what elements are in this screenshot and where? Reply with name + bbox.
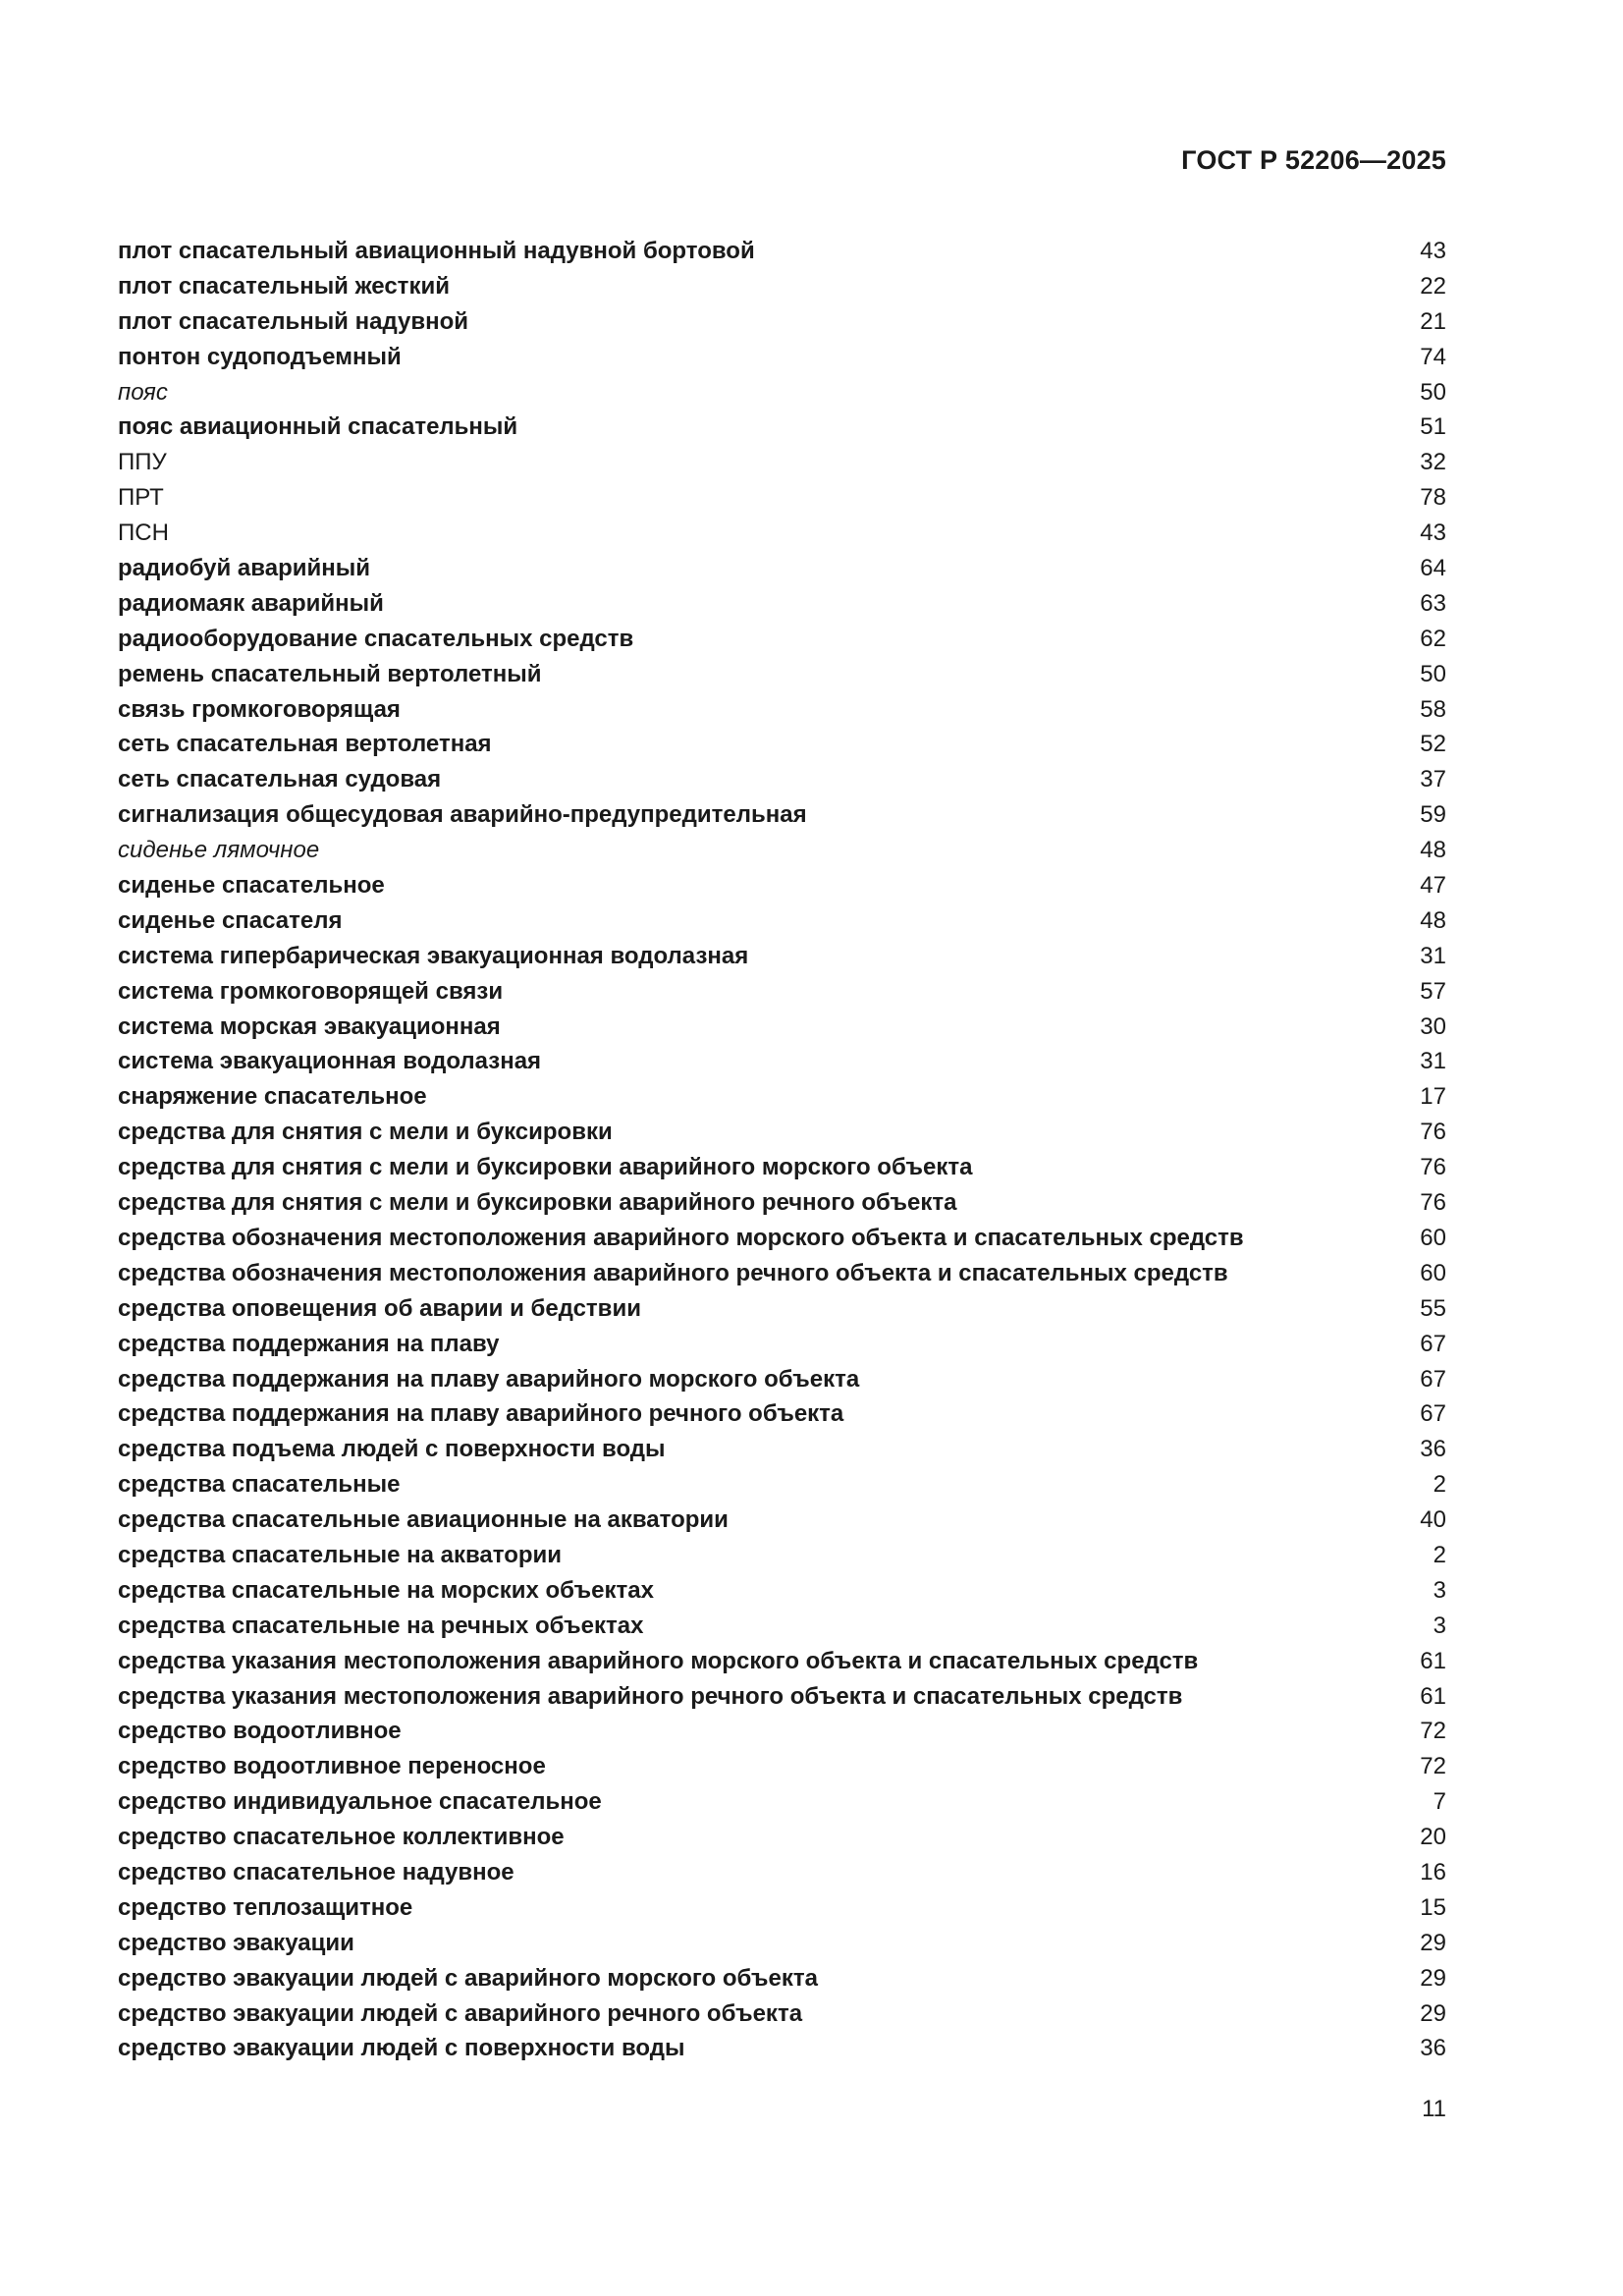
index-page-ref: 3 [1433, 1612, 1446, 1639]
index-page-ref: 74 [1420, 343, 1446, 370]
index-page-ref: 29 [1420, 1964, 1446, 1992]
index-entry [118, 939, 1446, 974]
index-term: средства обозначения местоположения аварийного речного объекта и спасательных средств [118, 1259, 1228, 1286]
index-term: средства спасательные [118, 1471, 401, 1499]
index-entry [118, 1996, 1446, 2032]
index-entry [118, 1644, 1446, 1679]
index-page-ref: 67 [1420, 1365, 1446, 1393]
index-term: система морская эвакуационная [118, 1012, 501, 1040]
index-page-ref: 40 [1420, 1506, 1446, 1534]
index-term: средства спасательные авиационные на акватории [118, 1506, 729, 1534]
index-term: ППУ [118, 449, 167, 476]
index-term: ремень спасательный вертолетный [118, 660, 542, 687]
index-entry [118, 1044, 1446, 1079]
index-term: средства для снятия с мели и буксировки аварийного речного объекта [118, 1189, 957, 1217]
index-term: радиомаяк аварийный [118, 589, 384, 617]
index-entry [118, 1926, 1446, 1961]
index-entry [118, 1714, 1446, 1749]
index-entry [118, 586, 1446, 622]
index-term: сиденье спасателя [118, 906, 343, 934]
index-term: средство эвакуации [118, 1929, 354, 1956]
index-page-ref: 61 [1420, 1647, 1446, 1674]
index-term: средства для снятия с мели и буксировки [118, 1119, 613, 1146]
index-term: сиденье спасательное [118, 872, 385, 900]
index-term: средства для снятия с мели и буксировки аварийного морского объекта [118, 1154, 973, 1181]
index-term: средства указания местоположения аварийного речного объекта и спасательных средств [118, 1682, 1183, 1710]
index-page-ref: 60 [1420, 1224, 1446, 1251]
index-page-ref: 78 [1420, 484, 1446, 512]
index-page-ref: 67 [1420, 1330, 1446, 1357]
index-page-ref: 59 [1420, 801, 1446, 829]
index-page-ref: 76 [1420, 1189, 1446, 1217]
index-term: средства спасательные на речных объектах [118, 1612, 644, 1639]
index-term: средство водоотливное [118, 1718, 402, 1745]
index-page-ref: 47 [1420, 872, 1446, 900]
index-term: сигнализация общесудовая аварийно-предупредительная [118, 801, 807, 829]
index-page-ref: 20 [1420, 1824, 1446, 1851]
index-entry [118, 1010, 1446, 1045]
index-entry [118, 1221, 1446, 1256]
index-entry [118, 1503, 1446, 1538]
index-term: средство теплозащитное [118, 1893, 413, 1921]
index-term: радиобуй аварийный [118, 555, 370, 582]
index-page-ref: 48 [1420, 906, 1446, 934]
index-page-ref: 36 [1420, 1436, 1446, 1463]
document-header: ГОСТ Р 52206—2025 [1181, 145, 1446, 175]
index-page-ref: 52 [1420, 731, 1446, 758]
index-term: средство спасательное коллективное [118, 1824, 565, 1851]
index-entry [118, 410, 1446, 445]
index-page-ref: 29 [1420, 1999, 1446, 2027]
index-page-ref: 62 [1420, 625, 1446, 652]
index-entry [118, 1396, 1446, 1432]
index-page-ref: 7 [1433, 1788, 1446, 1816]
index-entry [118, 1855, 1446, 1890]
index-entry [118, 516, 1446, 551]
index-page-ref: 72 [1420, 1753, 1446, 1780]
index-page-ref: 17 [1420, 1083, 1446, 1111]
index-entry [118, 833, 1446, 868]
index-entry [118, 1784, 1446, 1820]
index-term: средство водоотливное переносное [118, 1753, 546, 1780]
index-term: средство спасательное надувное [118, 1858, 514, 1886]
index-term: средства спасательные на акватории [118, 1541, 563, 1568]
index-page-ref: 2 [1433, 1541, 1446, 1568]
index-entry [118, 1961, 1446, 1996]
index-entry [118, 657, 1446, 692]
index-page-ref: 60 [1420, 1259, 1446, 1286]
index-entry [118, 974, 1446, 1010]
index-entry [118, 1609, 1446, 1644]
index-term: средства поддержания на плаву аварийного речного объекта [118, 1400, 844, 1428]
index-page-ref: 64 [1420, 555, 1446, 582]
index-entry [118, 692, 1446, 728]
index-term: сеть спасательная судовая [118, 766, 442, 793]
index-entry [118, 1432, 1446, 1467]
index-term: пояс [118, 378, 168, 406]
index-term: средства обозначения местоположения аварийного морского объекта и спасательных средств [118, 1224, 1244, 1251]
index-page-ref: 58 [1420, 695, 1446, 723]
index-term: связь громкоговорящая [118, 695, 401, 723]
index-page-ref: 76 [1420, 1119, 1446, 1146]
index-page-ref: 21 [1420, 307, 1446, 335]
index-term: пояс авиационный спасательный [118, 413, 518, 441]
index-page-ref: 51 [1420, 413, 1446, 441]
index-entry [118, 304, 1446, 340]
index-page-ref: 48 [1420, 837, 1446, 864]
index-entry [118, 1150, 1446, 1185]
index-term: средство эвакуации людей с поверхности воды [118, 2035, 685, 2062]
index-term: средства спасательные на морских объектах [118, 1576, 654, 1604]
alphabetical-index [118, 234, 1446, 2066]
index-page-ref: 76 [1420, 1154, 1446, 1181]
index-term: ПРТ [118, 484, 164, 512]
index-entry [118, 551, 1446, 586]
index-entry [118, 340, 1446, 375]
index-entry [118, 375, 1446, 410]
index-entry [118, 1573, 1446, 1609]
index-page-ref: 29 [1420, 1929, 1446, 1956]
index-term: система гипербарическая эвакуационная водолазная [118, 942, 749, 969]
index-entry [118, 269, 1446, 304]
index-term: средство эвакуации людей с аварийного морского объекта [118, 1964, 819, 1992]
index-entry [118, 1820, 1446, 1855]
index-term: средства оповещения об аварии и бедствии [118, 1294, 641, 1322]
index-term: снаряжение спасательное [118, 1083, 427, 1111]
index-term: средства указания местоположения аварийного морского объекта и спасательных средств [118, 1647, 1199, 1674]
index-term: плот спасательный жесткий [118, 272, 450, 300]
index-entry [118, 1890, 1446, 1926]
index-term: плот спасательный авиационный надувной бортовой [118, 238, 755, 264]
index-entry [118, 868, 1446, 903]
index-term: система эвакуационная водолазная [118, 1048, 542, 1075]
index-term: сиденье лямочное [118, 837, 320, 864]
index-entry [118, 1079, 1446, 1115]
index-term: средства подъема людей с поверхности воды [118, 1436, 666, 1463]
index-entry [118, 1115, 1446, 1150]
index-page-ref: 61 [1420, 1682, 1446, 1710]
index-term: ПСН [118, 519, 169, 547]
index-entry [118, 480, 1446, 516]
index-term: плот спасательный надувной [118, 307, 468, 335]
index-page-ref: 16 [1420, 1858, 1446, 1886]
index-term: радиооборудование спасательных средств [118, 625, 634, 652]
index-term: средство эвакуации людей с аварийного речного объекта [118, 1999, 803, 2027]
index-term: средства поддержания на плаву [118, 1330, 500, 1357]
index-entry [118, 1327, 1446, 1362]
index-page-ref: 72 [1420, 1718, 1446, 1745]
index-entry [118, 234, 1446, 269]
index-page-ref: 15 [1420, 1893, 1446, 1921]
index-page-ref: 2 [1433, 1471, 1446, 1499]
page-number: 11 [1422, 2096, 1446, 2122]
index-entry [118, 797, 1446, 833]
index-entry [118, 1749, 1446, 1784]
index-page-ref: 50 [1420, 660, 1446, 687]
index-entry [118, 1362, 1446, 1397]
index-entry [118, 903, 1446, 939]
index-page-ref: 37 [1420, 766, 1446, 793]
index-entry [118, 727, 1446, 762]
index-page-ref: 32 [1420, 449, 1446, 476]
index-entry [118, 1679, 1446, 1715]
index-page-ref: 43 [1420, 519, 1446, 547]
index-page-ref: 30 [1420, 1012, 1446, 1040]
index-entry [118, 622, 1446, 657]
index-entry [118, 762, 1446, 797]
index-term: понтон судоподъемный [118, 343, 402, 370]
index-page-ref: 31 [1420, 942, 1446, 969]
index-page-ref: 31 [1420, 1048, 1446, 1075]
index-page-ref: 57 [1420, 977, 1446, 1005]
index-entry [118, 1467, 1446, 1503]
index-entry [118, 1256, 1446, 1291]
index-page-ref: 36 [1420, 2035, 1446, 2062]
index-page-ref: 63 [1420, 589, 1446, 617]
index-entry [118, 1538, 1446, 1573]
index-page-ref: 43 [1420, 238, 1446, 264]
index-page-ref: 22 [1420, 272, 1446, 300]
index-page-ref: 67 [1420, 1400, 1446, 1428]
index-entry [118, 1291, 1446, 1327]
index-entry [118, 2031, 1446, 2066]
index-entry [118, 1185, 1446, 1221]
index-page-ref: 50 [1420, 378, 1446, 406]
index-entry [118, 445, 1446, 480]
index-page-ref: 3 [1433, 1576, 1446, 1604]
index-term: средства поддержания на плаву аварийного морского объекта [118, 1365, 860, 1393]
index-term: средство индивидуальное спасательное [118, 1788, 602, 1816]
index-term: сеть спасательная вертолетная [118, 731, 492, 758]
index-page-ref: 55 [1420, 1294, 1446, 1322]
index-term: система громкоговорящей связи [118, 977, 504, 1005]
